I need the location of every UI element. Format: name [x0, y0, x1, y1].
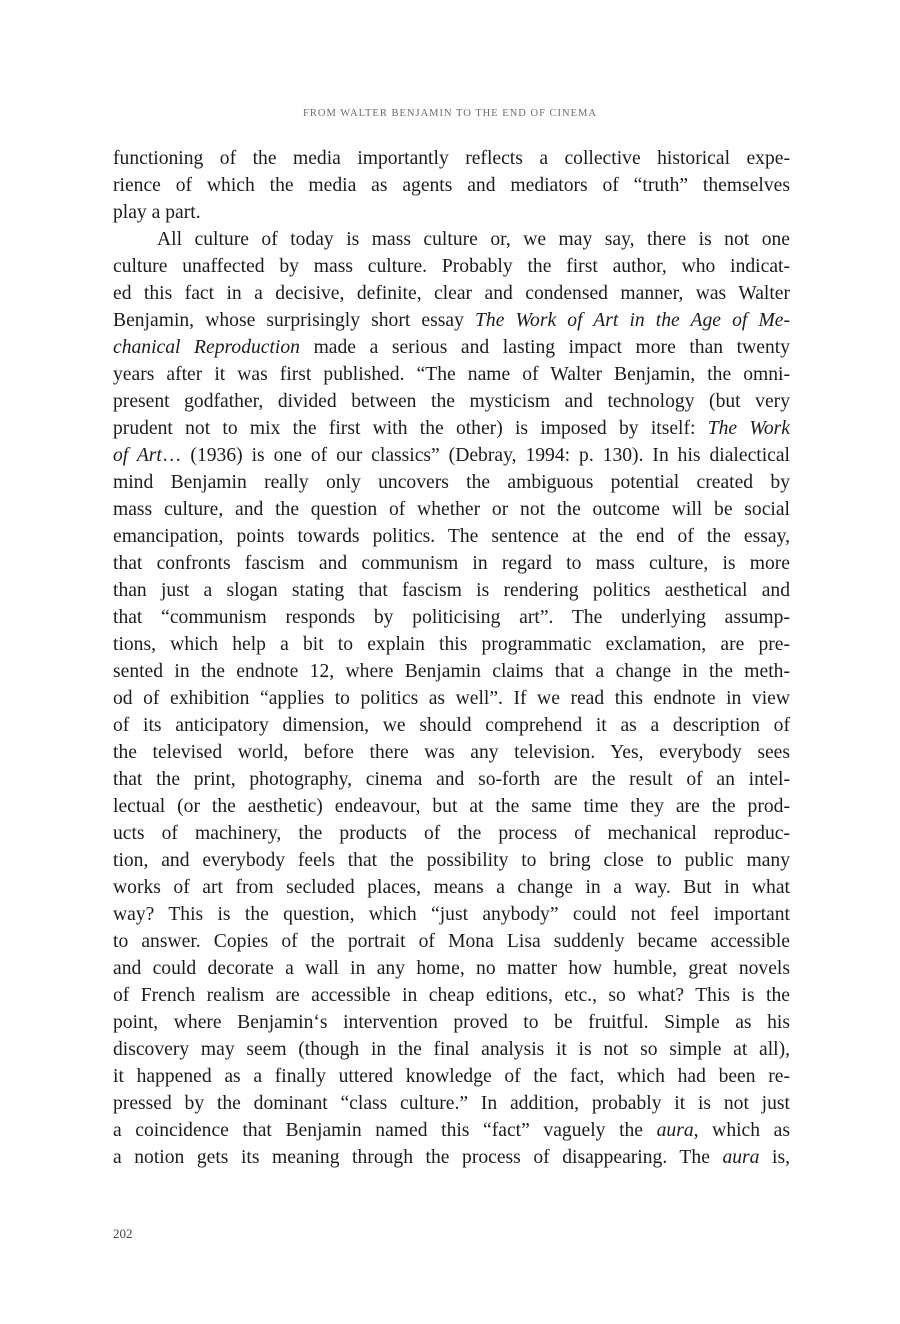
text-line — [113, 982, 790, 1009]
text-run: ucts of machinery, the products of the process of mechanical reproduc- — [113, 823, 790, 844]
text-line — [113, 172, 790, 199]
text-run: that confronts fascism and communism in regard to mass culture, is more — [113, 553, 790, 574]
italic-text: aura — [722, 1147, 760, 1168]
italic-text: chanical Reproduction — [113, 337, 300, 358]
text-line — [113, 361, 790, 388]
text-line — [113, 928, 790, 955]
text-run: a coincidence that Benjamin named this “fact” vaguely the — [113, 1120, 657, 1141]
text-line — [113, 793, 790, 820]
italic-text: aura — [656, 1120, 694, 1141]
text-line — [113, 1036, 790, 1063]
text-line — [113, 847, 790, 874]
text-line — [113, 1063, 790, 1090]
text-run: of its anticipatory dimension, we should comprehend it as a description of — [113, 715, 790, 736]
text-line — [113, 685, 790, 712]
text-run: point, where Benjamin‘s intervention proved to be fruitful. Simple as his — [113, 1012, 790, 1033]
text-line — [113, 550, 790, 577]
text-run: works of art from secluded places, means a change in a way. But in what — [113, 877, 790, 898]
text-run: mind Benjamin really only uncovers the ambiguous potential created by — [113, 472, 790, 493]
italic-text: The Work — [707, 418, 790, 439]
text-run: … (1936) is one of our classics” (Debray, 1994: p. 130). In his dialectical — [161, 445, 790, 466]
text-run: discovery may seem (though in the final analysis it is not so simple at all), — [113, 1039, 790, 1060]
text-line — [113, 658, 790, 685]
text-line — [113, 145, 790, 172]
italic-text: of Art — [113, 445, 162, 466]
text-line — [113, 766, 790, 793]
text-line — [113, 955, 790, 982]
text-run: made a serious and lasting impact more than twenty — [299, 337, 791, 358]
text-line — [113, 631, 790, 658]
text-run: ed this fact in a decisive, definite, clear and condensed manner, was Walter — [113, 283, 790, 304]
text-run: to answer. Copies of the portrait of Mona Lisa suddenly became accessible — [113, 931, 790, 952]
text-run: years after it was first published. “The name of Walter Benjamin, the omni- — [113, 364, 790, 385]
text-line — [113, 1090, 790, 1117]
text-run: tion, and everybody feels that the possibility to bring close to public many — [113, 850, 790, 871]
text-line — [113, 226, 790, 253]
text-line — [113, 1144, 790, 1171]
text-run: prudent not to mix the first with the other) is imposed by itself: — [113, 418, 708, 439]
text-run: way? This is the question, which “just anybody” could not feel important — [113, 904, 790, 925]
text-run: it happened as a finally uttered knowledge of the fact, which had been re- — [113, 1066, 790, 1087]
text-run: All culture of today is mass culture or, we may say, there is not one — [157, 229, 790, 250]
text-run: that “communism responds by politicising art”. The underlying assump- — [113, 607, 790, 628]
text-run: functioning of the media importantly reflects a collective historical expe- — [113, 148, 790, 169]
text-line — [113, 1009, 790, 1036]
text-run: emancipation, points towards politics. The sentence at the end of the essay, — [113, 526, 790, 547]
text-line — [113, 712, 790, 739]
text-line — [113, 604, 790, 631]
text-line — [113, 253, 790, 280]
text-line — [113, 199, 790, 226]
text-run: lectual (or the aesthetic) endeavour, but at the same time they are the prod- — [113, 796, 790, 817]
text-line — [113, 307, 790, 334]
text-run: a notion gets its meaning through the process of disappearing. The — [113, 1147, 723, 1168]
text-run: culture unaffected by mass culture. Probably the first author, who indicat- — [113, 256, 790, 277]
text-line — [113, 1117, 790, 1144]
text-run: present godfather, divided between the mysticism and technology (but very — [113, 391, 790, 412]
text-line — [113, 334, 790, 361]
body-text — [113, 145, 790, 1171]
text-line — [113, 874, 790, 901]
text-line — [113, 577, 790, 604]
text-run: and could decorate a wall in any home, no matter how humble, great novels — [113, 958, 790, 979]
text-line — [113, 739, 790, 766]
text-run: rience of which the media as agents and mediators of “truth” themselves — [113, 175, 790, 196]
text-run: play a part. — [113, 202, 201, 223]
text-run: is, — [759, 1147, 790, 1168]
text-line — [113, 496, 790, 523]
text-run: , which as — [693, 1120, 790, 1141]
text-run: of French realism are accessible in cheap editions, etc., so what? This is the — [113, 985, 790, 1006]
text-run: od of exhibition “applies to politics as well”. If we read this endnote in view — [113, 688, 790, 709]
text-line — [113, 415, 790, 442]
text-line — [113, 820, 790, 847]
text-line — [113, 901, 790, 928]
text-run: mass culture, and the question of whether or not the outcome will be social — [113, 499, 790, 520]
text-run: tions, which help a bit to explain this programmatic exclamation, are pre- — [113, 634, 790, 655]
text-run: pressed by the dominant “class culture.” In addition, probably it is not just — [113, 1093, 790, 1114]
text-line — [113, 469, 790, 496]
text-line — [113, 442, 790, 469]
text-run: that the print, photography, cinema and so-forth are the result of an intel- — [113, 769, 790, 790]
text-run: the televised world, before there was any television. Yes, everybody sees — [113, 742, 790, 763]
text-run: than just a slogan stating that fascism is rendering politics aesthetical and — [113, 580, 790, 601]
text-line — [113, 280, 790, 307]
text-run: sented in the endnote 12, where Benjamin claims that a change in the meth- — [113, 661, 790, 682]
text-line — [113, 523, 790, 550]
page-number: 202 — [113, 1226, 133, 1241]
italic-text: The Work of Art in the Age of Me- — [475, 310, 790, 331]
text-run: Benjamin, whose surprisingly short essay — [113, 310, 475, 331]
text-line — [113, 388, 790, 415]
running-head: FROM WALTER BENJAMIN TO THE END OF CINEMA — [303, 108, 597, 119]
